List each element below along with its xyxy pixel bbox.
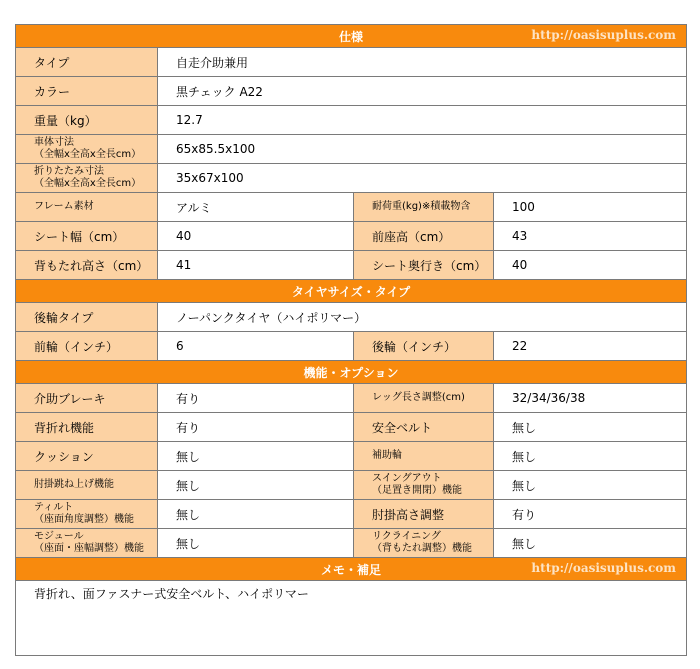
modular-value: 無し — [158, 529, 354, 558]
aux-wheel-value: 無し — [494, 442, 687, 471]
type-label: タイプ — [16, 48, 158, 77]
armrest-flip-value: 無し — [158, 471, 354, 500]
weight-label: 重量（kg） — [16, 106, 158, 135]
body-size-label-line1: 車体寸法 — [34, 137, 74, 148]
body-size-label-line2: （全幅x全高x全長cm） — [34, 149, 142, 160]
modular-label — [16, 529, 158, 558]
table-row — [16, 442, 687, 471]
rear-wheel-value: 22 — [494, 332, 687, 361]
reclining-value: 無し — [494, 529, 687, 558]
rear-type-value: ノーパンクタイヤ（ハイポリマー） — [158, 303, 687, 332]
rear-wheel-label: 後輪（インチ） — [354, 332, 494, 361]
back-height-label: 背もたれ高さ（cm） — [16, 251, 158, 280]
table-row — [16, 529, 687, 558]
color-label: カラー — [16, 77, 158, 106]
cushion-label: クッション — [16, 442, 158, 471]
watermark-url-memo: http://oasisuplus.com — [531, 561, 677, 575]
seat-width-label: シート幅（cm） — [16, 222, 158, 251]
memo-text: 背折れ、面ファスナー式安全ベルト、ハイポリマー — [16, 581, 687, 656]
swing-out-value: 無し — [494, 471, 687, 500]
tilt-label — [16, 500, 158, 529]
type-value: 自走介助兼用 — [158, 48, 687, 77]
brake-label: 介助ブレーキ — [16, 384, 158, 413]
leg-length-value: 32/34/36/38 — [494, 384, 687, 413]
load-value: 100 — [494, 193, 687, 222]
table-row — [16, 106, 687, 135]
front-seat-height-label: 前座高（cm） — [354, 222, 494, 251]
cushion-value: 無し — [158, 442, 354, 471]
table-row — [16, 581, 687, 656]
table-row — [16, 193, 687, 222]
swing-out-label-line1: スイングアウト — [372, 473, 442, 484]
section-title-spec: 仕様 — [339, 29, 364, 44]
body-size-value: 65x85.5x100 — [158, 135, 687, 164]
section-title-features: 機能・オプション — [16, 361, 687, 384]
table-row — [16, 500, 687, 529]
watermark-url: http://oasisuplus.com — [531, 28, 677, 42]
table-row — [16, 48, 687, 77]
armrest-height-label: 肘掛高さ調整 — [354, 500, 494, 529]
section-header-tire — [16, 280, 687, 303]
swing-out-label-line2: （足置き開閉）機能 — [372, 485, 462, 496]
folded-size-label-line2: （全幅x全高x全長cm） — [34, 178, 142, 189]
seat-depth-value: 40 — [494, 251, 687, 280]
section-header-memo — [16, 558, 687, 581]
spec-table — [15, 24, 687, 656]
brake-value: 有り — [158, 384, 354, 413]
frame-label: フレーム素材 — [16, 193, 158, 222]
folded-size-value: 35x67x100 — [158, 164, 687, 193]
backfold-value: 有り — [158, 413, 354, 442]
leg-length-label: レッグ長さ調整(cm) — [354, 384, 494, 413]
reclining-label — [354, 529, 494, 558]
section-title-memo: メモ・補足 — [321, 562, 382, 577]
safety-belt-label: 安全ベルト — [354, 413, 494, 442]
backfold-label: 背折れ機能 — [16, 413, 158, 442]
section-header-spec — [16, 25, 687, 48]
table-row — [16, 413, 687, 442]
swing-out-label — [354, 471, 494, 500]
back-height-value: 41 — [158, 251, 354, 280]
folded-size-label — [16, 164, 158, 193]
front-wheel-label: 前輪（インチ） — [16, 332, 158, 361]
table-row — [16, 251, 687, 280]
modular-label-line2: （座面・座幅調整）機能 — [34, 543, 144, 554]
front-seat-height-value: 43 — [494, 222, 687, 251]
table-row — [16, 222, 687, 251]
table-row — [16, 77, 687, 106]
tilt-value: 無し — [158, 500, 354, 529]
table-row — [16, 303, 687, 332]
frame-value: アルミ — [158, 193, 354, 222]
rear-type-label: 後輪タイプ — [16, 303, 158, 332]
seat-depth-label: シート奥行き（cm） — [354, 251, 494, 280]
tilt-label-line2: （座面角度調整）機能 — [34, 514, 134, 525]
body-size-label — [16, 135, 158, 164]
table-row — [16, 471, 687, 500]
color-value: 黒チェック A22 — [158, 77, 687, 106]
front-wheel-value: 6 — [158, 332, 354, 361]
seat-width-value: 40 — [158, 222, 354, 251]
aux-wheel-label: 補助輪 — [354, 442, 494, 471]
armrest-flip-label: 肘掛跳ね上げ機能 — [16, 471, 158, 500]
table-row — [16, 164, 687, 193]
reclining-label-line1: リクライニング — [372, 531, 441, 542]
armrest-height-value: 有り — [494, 500, 687, 529]
reclining-label-line2: （背もたれ調整）機能 — [372, 543, 472, 554]
modular-label-line1: モジュール — [34, 531, 84, 542]
folded-size-label-line1: 折りたたみ寸法 — [34, 166, 104, 177]
spec-sheet — [15, 24, 686, 656]
table-row — [16, 332, 687, 361]
table-row — [16, 135, 687, 164]
load-label: 耐荷重(kg)※積載物含 — [354, 193, 494, 222]
safety-belt-value: 無し — [494, 413, 687, 442]
section-header-features — [16, 361, 687, 384]
table-row — [16, 384, 687, 413]
weight-value: 12.7 — [158, 106, 687, 135]
tilt-label-line1: ティルト — [34, 502, 74, 513]
section-title-tire: タイヤサイズ・タイプ — [16, 280, 687, 303]
